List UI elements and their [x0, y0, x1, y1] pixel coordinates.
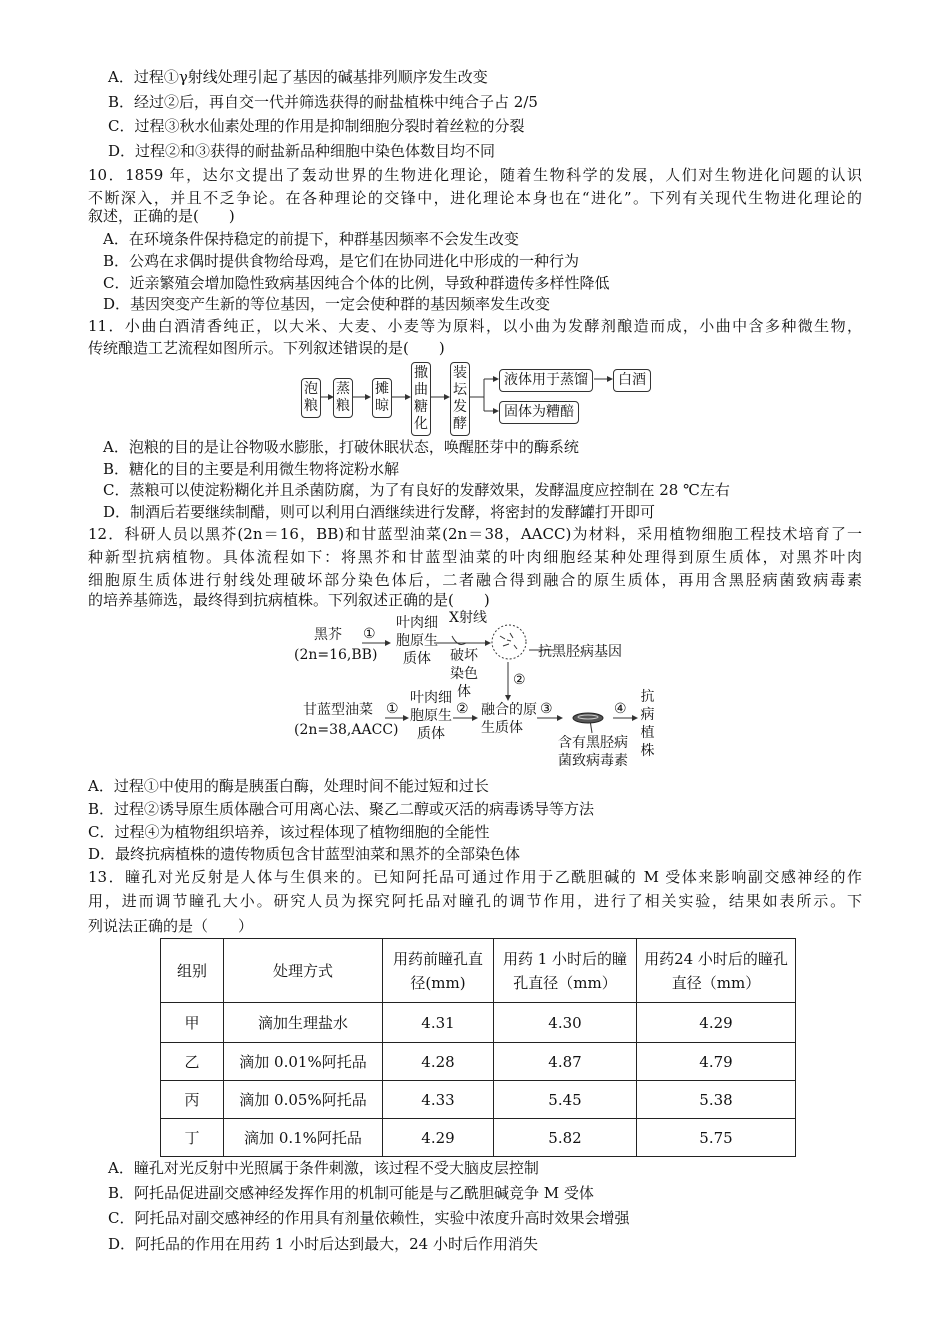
table-row — [161, 1043, 796, 1081]
cell: 丁 — [161, 1119, 224, 1157]
step-soak: 泡粮 — [301, 378, 321, 418]
header-before: 用药前瞳孔直径(mm) — [383, 939, 494, 1003]
q13-stem-line: 用，进而调节瞳孔大小。研究人员为探究阿托品对瞳孔的调节作用，进行了相关实验，结果如表所示。下 — [88, 892, 862, 910]
q12-stem-line: 的培养基筛选，最终得到抗病植株。下列叙述正确的是( ) — [88, 591, 490, 609]
plant-rapeseed: 甘蓝型油菜 — [303, 702, 373, 718]
q13-option-c: C．阿托品对副交感神经的作用具有剂量依赖性，实验中浓度升高时效果会增强 — [108, 1209, 630, 1227]
step-1: ① — [363, 626, 376, 642]
plant-black-mustard: 黑芥 — [314, 627, 342, 643]
q11-stem-line: 11．小曲白酒清香纯正，以大米、大麦、小麦等为原料，以小曲为发酵剂酿造而成，小曲中含多种微生物， — [88, 317, 862, 335]
q9-option-b: B．经过②后，再自交一代并筛选获得的耐盐植株中纯合子占 2/5 — [108, 93, 538, 111]
table-row — [161, 1119, 796, 1157]
q13-stem-line: 13．瞳孔对光反射是人体与生俱来的。已知阿托品可通过作用于乙酰胆碱的 M 受体来影响副交感神经的作 — [88, 868, 862, 886]
protoplast-2: 叶肉细胞原生质体 — [410, 690, 452, 742]
fused-protoplast: 融合的原生质体 — [481, 702, 537, 736]
q13-option-b: B．阿托品促进副交感神经发挥作用的机制可能是与乙酰胆碱竞争 M 受体 — [108, 1184, 594, 1202]
toxin-medium-label: 含有黑胫病菌致病毒素 — [558, 735, 628, 769]
q9-option-d: D．过程②和③获得的耐盐新品种细胞中染色体数目均不同 — [108, 142, 496, 160]
step-spread-cool: 摊晾 — [372, 378, 392, 418]
damaged-protoplast-icon — [492, 625, 526, 659]
table-header-row — [161, 939, 796, 1003]
q9-option-a: A．过程①γ射线处理引起了基因的碱基排列顺序发生改变 — [108, 68, 488, 86]
q12-option-a: A．过程①中使用的酶是胰蛋白酶，处理时间不能过短和过长 — [88, 777, 489, 795]
cell: 滴加生理盐水 — [224, 1003, 383, 1043]
cell: 5.82 — [494, 1119, 637, 1157]
cell: 滴加 0.01%阿托品 — [224, 1043, 383, 1081]
step-3: ③ — [540, 701, 553, 717]
cell: 4.87 — [494, 1043, 637, 1081]
step-4: ④ — [614, 701, 627, 717]
cell: 4.29 — [637, 1003, 796, 1043]
step-steam: 蒸粮 — [333, 378, 353, 418]
cell: 4.33 — [383, 1081, 494, 1119]
q10-stem-line: 叙述，正确的是( ) — [88, 207, 235, 225]
protoplast-1: 叶肉细胞原生质体 — [396, 615, 438, 667]
q10-option-a: A．在环境条件保持稳定的前提下，种群基因频率不会发生改变 — [103, 230, 519, 248]
table-row — [161, 1003, 796, 1043]
q13-option-d: D．阿托品的作用在用药 1 小时后达到最大，24 小时后作用消失 — [108, 1235, 538, 1253]
step-saccharify: 撒曲糖化 — [411, 362, 431, 436]
branch-solid: 固体为糟醅 — [499, 401, 579, 424]
cell: 4.31 — [383, 1003, 494, 1043]
q10-option-b: B．公鸡在求偶时提供食物给母鸡，是它们在协同进化中形成的一种行为 — [103, 252, 580, 270]
step-1b: ① — [386, 701, 399, 717]
xray-label: X射线 — [449, 610, 487, 626]
cell: 滴加 0.05%阿托品 — [224, 1081, 383, 1119]
cell: 滴加 0.1%阿托品 — [224, 1119, 383, 1157]
header-24h: 用药24 小时后的瞳孔直径（mm） — [637, 939, 796, 1003]
cell: 4.30 — [494, 1003, 637, 1043]
cell: 乙 — [161, 1043, 224, 1081]
q9-option-c: C．过程③秋水仙素处理的作用是抑制细胞分裂时着丝粒的分裂 — [108, 117, 525, 135]
product-liquor: 白酒 — [613, 369, 651, 392]
cell: 甲 — [161, 1003, 224, 1043]
q12-stem-line: 细胞原生质体进行射线处理破坏部分染色体后，二者融合得到融合的原生质体，再用含黑胫病菌致病毒素 — [88, 571, 862, 589]
q12-stem-line: 种新型抗病植物。具体流程如下：将黑芥和甘蓝型油菜的叶肉细胞经某种处理得到原生质体，对黑芥叶肉 — [88, 548, 862, 566]
cell: 4.28 — [383, 1043, 494, 1081]
q11-option-d: D．制酒后若要继续制醋，则可以利用白酒继续进行发酵，将密封的发酵罐打开即可 — [103, 503, 656, 521]
header-group: 组别 — [161, 939, 224, 1003]
cell: 4.79 — [637, 1043, 796, 1081]
cell: 5.38 — [637, 1081, 796, 1119]
q10-option-c: C．近亲繁殖会增加隐性致病基因纯合个体的比例，导致种群遗传多样性降低 — [103, 274, 610, 292]
cell: 4.29 — [383, 1119, 494, 1157]
plant-black-mustard-note: (2n=16,BB) — [294, 647, 378, 663]
step-2: ② — [456, 701, 469, 717]
damage-label: 破坏染色体 — [450, 648, 478, 700]
q11-option-a: A．泡粮的目的是让谷物吸水膨胀，打破休眠状态，唤醒胚芽中的酶系统 — [103, 438, 579, 456]
branch-liquid: 液体用于蒸馏 — [499, 369, 593, 392]
q13-stem-line: 列说法正确的是（ ） — [88, 917, 254, 935]
resistance-gene-label: 抗黑胫病基因 — [538, 644, 622, 660]
q12-option-c: C．过程④为植物组织培养，该过程体现了植物细胞的全能性 — [88, 823, 490, 841]
q11-option-c: C．蒸粮可以使淀粉糊化并且杀菌防腐，为了有良好的发酵效果，发酵温度应控制在 28 ℃左右 — [103, 481, 730, 499]
step-ferment: 装坛发酵 — [450, 362, 470, 436]
q11-option-b: B．糖化的目的主要是利用微生物将淀粉水解 — [103, 460, 400, 478]
q10-stem-line: 不断深入，并且不乏争论。在各种理论的交锋中，进化理论本身也在“进化”。下列有关现代生物进化理论的 — [88, 189, 862, 207]
cell: 5.75 — [637, 1119, 796, 1157]
q12-option-d: D．最终抗病植株的遗传物质包含甘蓝型油菜和黑芥的全部染色体 — [88, 845, 521, 863]
header-treatment: 处理方式 — [224, 939, 383, 1003]
step-2-vertical: ② — [513, 672, 526, 688]
q10-stem-line: 10．1859 年，达尔文提出了轰动世界的生物进化理论，随着生物科学的发展，人们对生物进化问题的认识 — [88, 166, 862, 184]
q12-stem-line: 12．科研人员以黑芥(2n＝16，BB)和甘蓝型油菜(2n＝38，AACC)为材料，采用植物细胞工程技术培育了一 — [88, 525, 862, 543]
cell: 丙 — [161, 1081, 224, 1119]
q11-stem-line: 传统酿造工艺流程如图所示。下列叙述错误的是( ) — [88, 339, 445, 357]
q12-option-b: B．过程②诱导原生质体融合可用离心法、聚乙二醇或灭活的病毒诱导等方法 — [88, 800, 595, 818]
plant-rapeseed-note: (2n=38,AACC) — [294, 722, 399, 738]
cell: 5.45 — [494, 1081, 637, 1119]
table-row — [161, 1081, 796, 1119]
q10-option-d: D．基因突变产生新的等位基因，一定会使种群的基因频率发生改变 — [103, 295, 551, 313]
q13-option-a: A．瞳孔对光反射中光照属于条件刺激，该过程不受大脑皮层控制 — [108, 1159, 539, 1177]
pupil-results-table — [160, 938, 796, 1157]
header-1h: 用药 1 小时后的瞳孔直径（mm） — [494, 939, 637, 1003]
resistant-plant: 抗病植株 — [640, 689, 655, 759]
